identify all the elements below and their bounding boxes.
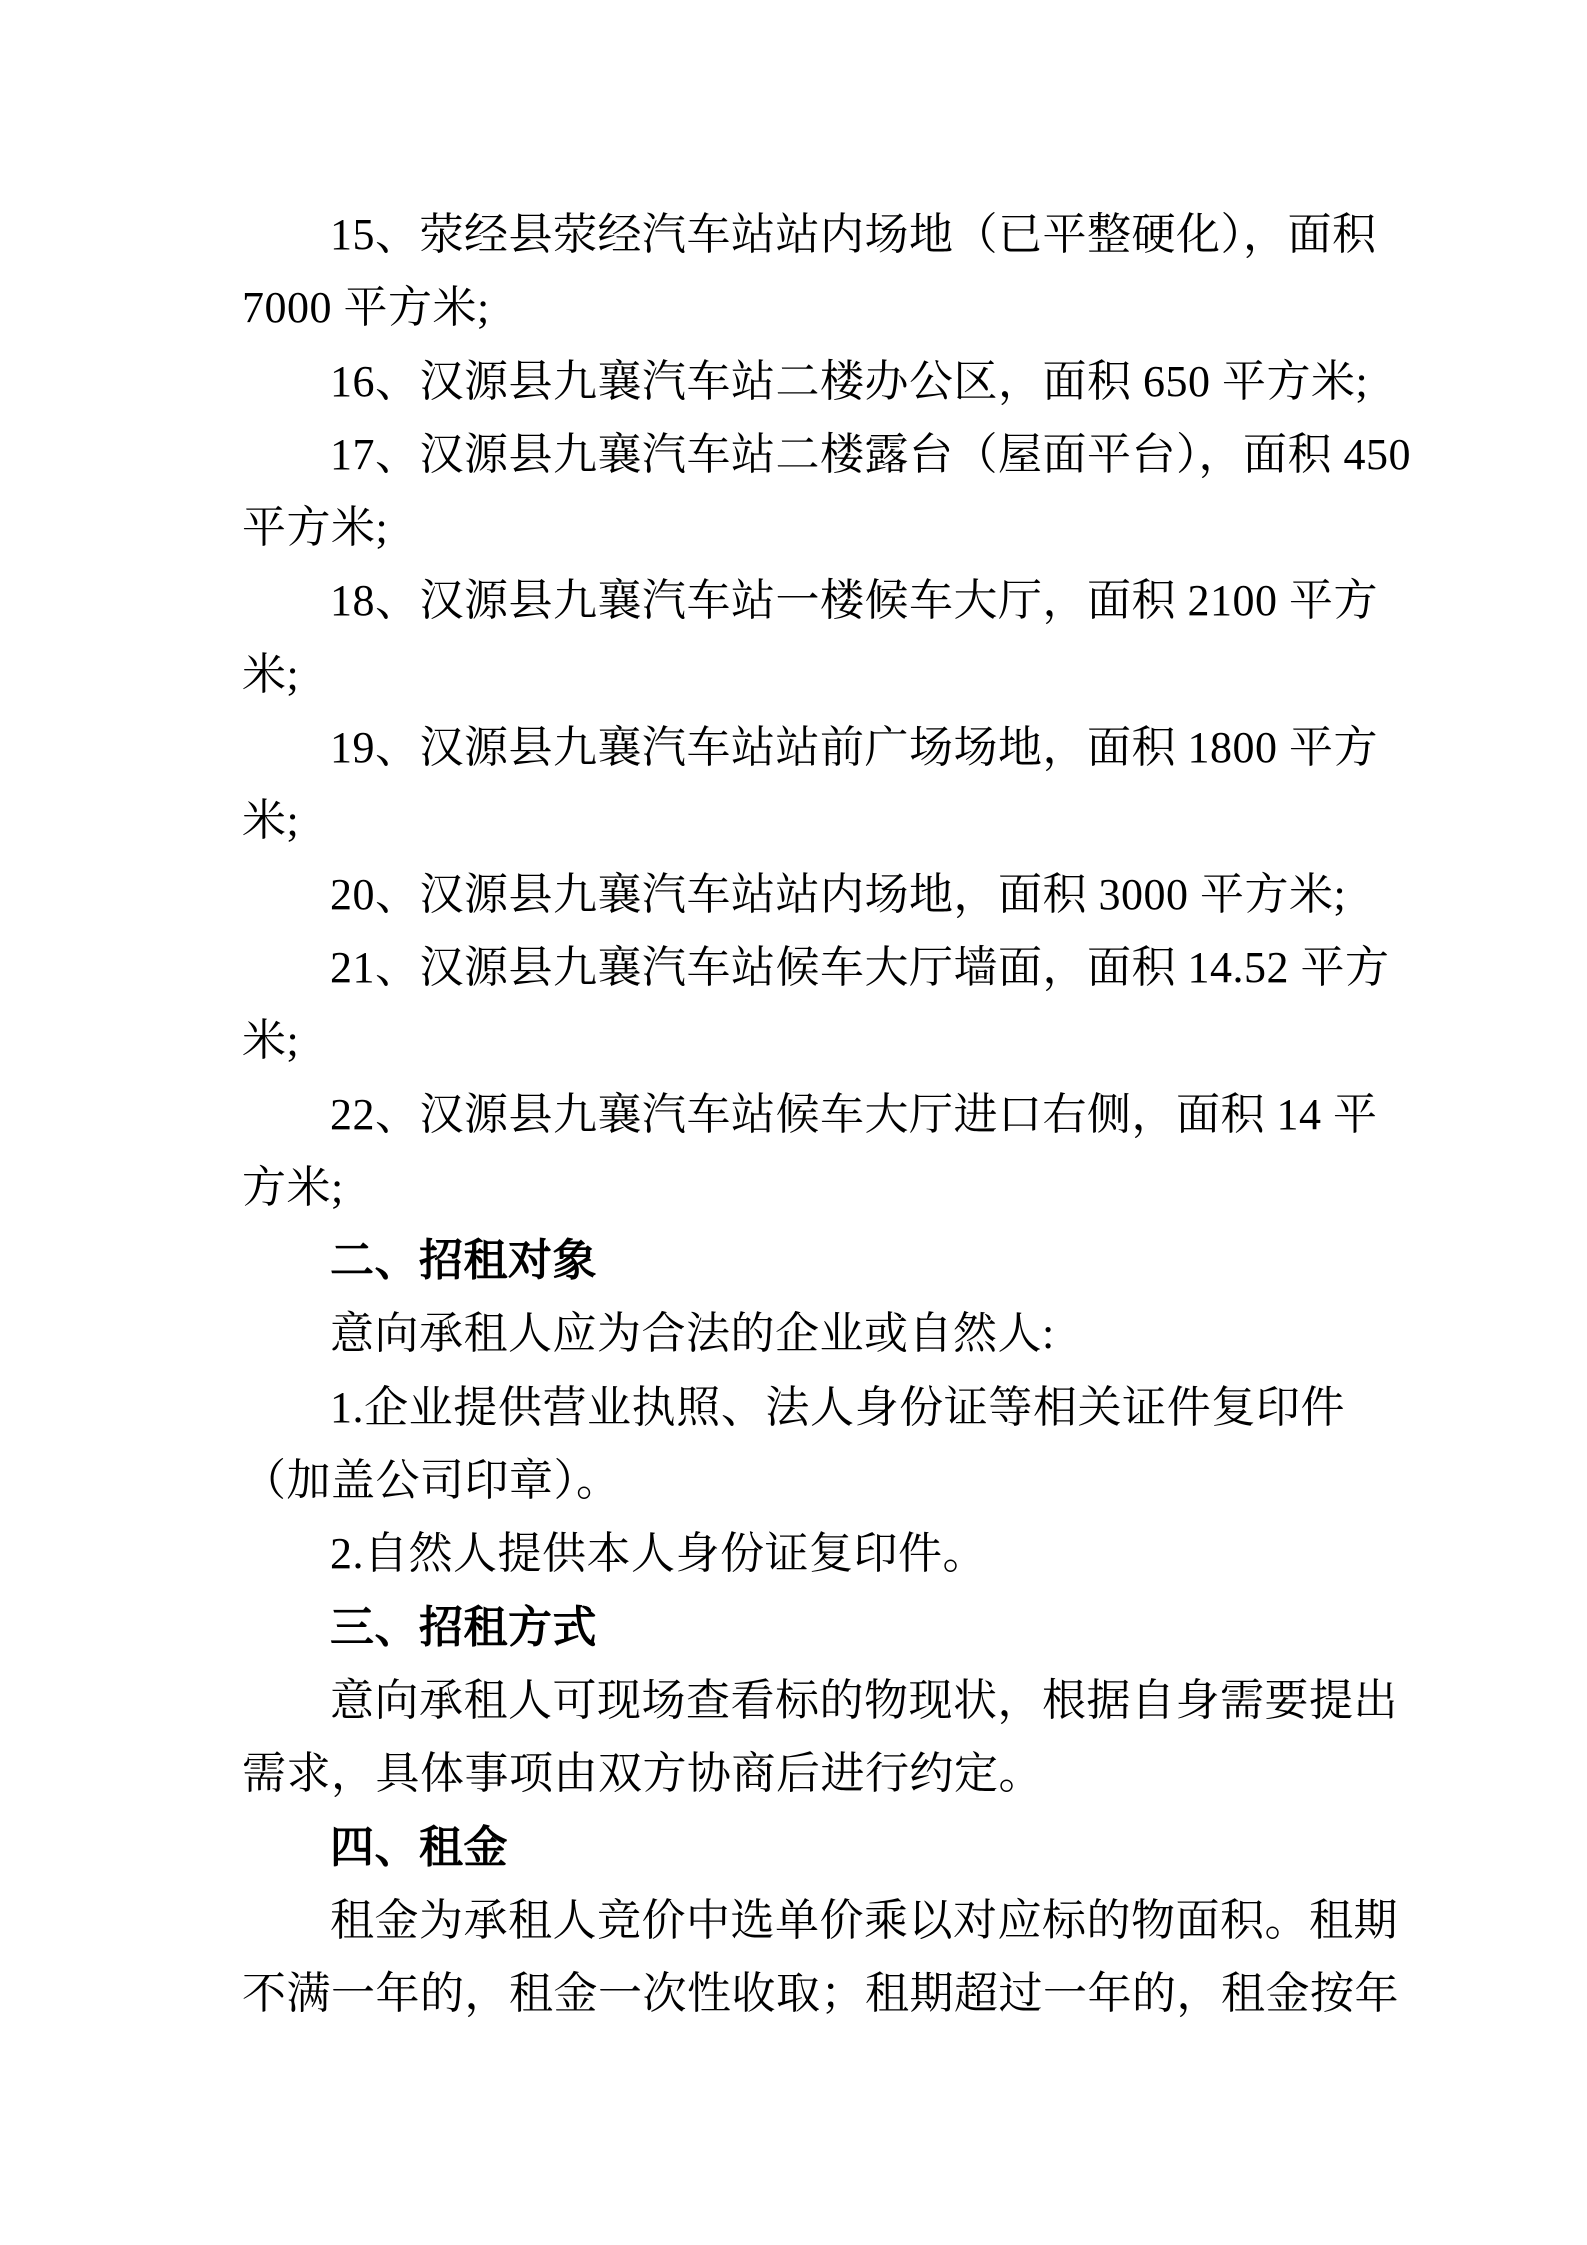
document-text-line: 意向承租人应为合法的企业或自然人: — [330, 1309, 1055, 1359]
document-text-line: （加盖公司印章）。 — [242, 1456, 621, 1506]
document-text-line: 16、汉源县九襄汽车站二楼办公区，面积 650 平方米; — [330, 356, 1369, 406]
document-text-line: 需求，具体事项由双方协商后进行约定。 — [242, 1749, 1043, 1799]
document-text-line: 2.自然人提供本人身份证复印件。 — [330, 1529, 987, 1579]
document-text-line: 方米; — [242, 1162, 344, 1212]
document-text-line: 19、汉源县九襄汽车站站前广场场地，面积 1800 平方 — [330, 723, 1378, 773]
document-text-line: 15、荥经县荥经汽车站站内场地（已平整硬化），面积 — [330, 210, 1377, 259]
document-text-line: 米; — [242, 1016, 300, 1066]
document-text-line: 米; — [242, 796, 300, 846]
document-text-line: 20、汉源县九襄汽车站站内场地，面积 3000 平方米; — [330, 869, 1347, 919]
document-text-line: 1.企业提供营业执照、法人身份证等相关证件复印件 — [330, 1382, 1345, 1432]
document-text-line: 21、汉源县九襄汽车站候车大厅墙面，面积 14.52 平方 — [330, 942, 1390, 992]
document-text-line: 租金为承租人竞价中选单价乘以对应标的物面积。租期 — [330, 1895, 1398, 1945]
document-text-line: 米; — [242, 649, 300, 699]
document-text-line: 17、汉源县九襄汽车站二楼露台（屋面平台），面积 450 — [330, 429, 1411, 479]
document-text-line: 意向承租人可现场查看标的物现状，根据自身需要提出 — [330, 1675, 1398, 1725]
document-text-line: 平方米; — [242, 503, 389, 553]
document-text-line: 22、汉源县九襄汽车站候车大厅进口右侧，面积 14 平 — [330, 1089, 1378, 1139]
section-heading: 四、租金 — [330, 1822, 508, 1872]
section-heading: 三、招租方式 — [330, 1602, 597, 1652]
document-text-line: 7000 平方米; — [242, 283, 490, 333]
document-text-line: 18、汉源县九襄汽车站一楼候车大厅，面积 2100 平方 — [330, 576, 1378, 626]
document-text-line: 不满一年的，租金一次性收取；租期超过一年的，租金按年 — [242, 1969, 1399, 2019]
section-heading: 二、招租对象 — [330, 1236, 597, 1286]
